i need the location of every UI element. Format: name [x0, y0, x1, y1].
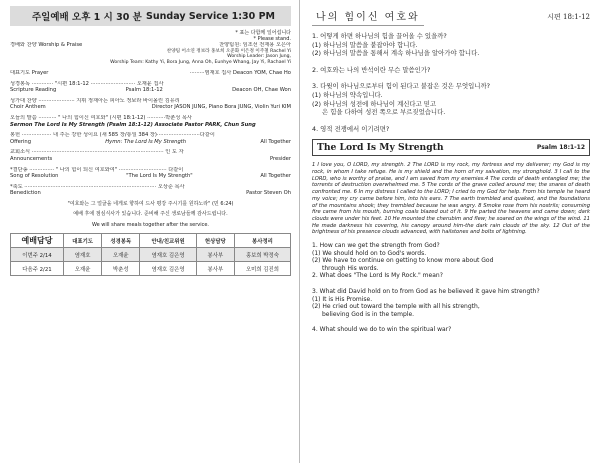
answer-en: (2) We have to continue on getting to know more about God	[312, 257, 494, 265]
duty-cell: 염재호 김은영	[140, 262, 196, 276]
offering-hymn: Hymn: The Lord Is My Strength	[105, 138, 187, 145]
service-title-en: Sunday Service 1:30 PM	[146, 10, 275, 22]
meal-note-ko: 예배 후에 점심식사가 있습니다. 준비해 주신 생로남들께 감사드립니다.	[73, 211, 228, 218]
resolution-who: All Together	[260, 173, 291, 180]
duty-header: 봉사정리	[234, 234, 290, 248]
order-worship	[10, 42, 291, 66]
worship-team-ko: 찬양팀원: 임조선 전재용 오은아	[219, 42, 291, 48]
bulletin-right-page	[300, 0, 600, 463]
question-ko: 4. 영적 전쟁에서 이기려면?	[312, 124, 390, 133]
question-ko: 2. 여호와는 나의 반석이란 무슨 말씀인가?	[312, 65, 431, 74]
sermon-title-en-box	[312, 139, 590, 156]
duty-cell: 염재호 김은영	[140, 248, 196, 262]
sermon-ko: 오늘의 말씀 ··········· " 나의 힘이신 여호와" (시편 18:1-12) ···········박춘성 목사	[10, 114, 192, 121]
answer-ko: (2) 하나님의 말씀을 통해서 계속 하나님을 알아가야 합니다.	[312, 49, 480, 58]
duty-title: 예배담당	[11, 234, 64, 248]
duty-cell: 염재호	[64, 248, 102, 262]
prayer-leader: ·········염재호 집사 Deacon YOM, Chae Ho	[189, 69, 291, 76]
duty-cell: 오재윤	[64, 262, 102, 276]
scripture-ref: Psalm 18:1-12	[125, 87, 163, 94]
choir-ko: 성가대 찬양 ······················ 지휘 정재아는 피아노 정보라 바이올린 김유리	[10, 97, 180, 104]
order-offering	[10, 132, 291, 145]
worship-team-line-2: Worship Leader: Jason Jung,	[227, 54, 291, 60]
duty-cell: 홍보희 박정숙	[234, 248, 290, 262]
sermon-title-ko: 나의 힘이신 여호와	[312, 8, 424, 26]
closing-verse: "여호와는 그 얼굴을 네게로 향하여 드사 평강 주시기를 원하노라" (민 6:24)	[67, 200, 234, 207]
scripture-text: 1 I love you, O LORD, my strength. 2 The LORD is my rock, my fortress and my deliverer; my God is my rock, in whom I take refuge. He is my shield and the horn of my salvation, my stronghold. 3 I call to the LORD, who is worthy of praise, and I am saved from my enemies.4 The cords of death entangled me; the torrents of destruction overwhelmed me. 5 The cords of the grave coiled around me; the snares of death confronted me. 6 In my distress I called to the LORD; I cried to my God for help. From his temple he heard my voice; my cry came before him, into his ears. 7 The earth trembled and quaked, and the foundations of the mountains shook; they trembled because he was angry. 8 Smoke rose from his nostrils; consuming fire came from his mouth, burning coals blazed out of it. 9 He parted the heavens and came down; dark clouds were under his feet. 10 He mounted the cherubim and flew; he soared on the wings of the wind. 11 He made darkness his covering, his canopy around him-the dark rain clouds of the sky. 12 Out of the brightness of his presence clouds advanced, with hailstones and bolts of lightning.	[312, 162, 590, 236]
prayer-label: 대표기도 Prayer	[10, 69, 49, 76]
worship-label: 경배와 찬양 Worship & Praise	[10, 42, 83, 48]
scripture-ko: 성경봉독 ············· "시편 18:1-12 ··························· 오재윤 집사	[10, 80, 164, 87]
answer-en: through His words.	[322, 264, 379, 272]
benediction-ko: *축도 ················································································ 오상준 목사	[10, 183, 185, 190]
sermon-title-en: The Lord Is My Strength	[317, 142, 444, 154]
offering-ko: 봉헌 ·················· 내 주는 강한 성이요 (새 585 장/통일 384 장)··························다같이	[10, 132, 215, 139]
announcements-who: Presider	[269, 155, 291, 162]
korean-questions	[312, 32, 590, 133]
meal-note-en: We will share meals together after the service.	[91, 221, 210, 228]
duty-cell: 봉사부	[196, 262, 234, 276]
service-header	[10, 6, 291, 26]
answer-ko: (2) 하나님의 성전에 하나님이 계신다고 믿고	[312, 99, 437, 108]
sermon-ref-en: Psalm 18:1-12	[536, 144, 585, 152]
duty-cell: 오미희 김진희	[234, 262, 290, 276]
answer-en: (1) It is His Promise.	[312, 295, 373, 303]
choir-label: Choir Anthem	[10, 104, 46, 111]
order-choir	[10, 98, 291, 111]
benediction-label: Benediction	[10, 190, 41, 197]
answer-en: (1) We should hold on to God's words.	[312, 249, 427, 257]
order-scripture	[10, 81, 291, 94]
question-en: 2. What does "The Lord Is My Rock." mean?	[312, 272, 443, 280]
english-questions	[312, 242, 590, 334]
order-announcements	[10, 149, 291, 162]
duty-header: 대표기도	[64, 234, 102, 248]
answer-ko: (1) 하나님의 말씀을 붙잡아야 합니다.	[312, 40, 418, 49]
stand-note-ko: * 표는 다함께 일어섭니다	[235, 30, 291, 36]
worship-team-line-1: 찬양팀 어소연 정보라 홍보희 오준화 이은정 이주철 Rachel Yi	[166, 48, 291, 54]
offering-label: Offering	[10, 138, 32, 145]
order-sermon	[10, 115, 291, 128]
announcements-ko: 교회소식 ················································································ 인 도 자	[10, 149, 184, 156]
choir-members: Director JASON JUNG, Piano Bora JUNG, Violin Yuri KIM	[151, 104, 291, 111]
stand-note-en: * Please stand.	[253, 36, 291, 42]
duty-cell: 봉사부	[196, 248, 234, 262]
question-en: 1. How can we get the strength from God?	[312, 242, 440, 250]
duty-row	[11, 248, 291, 262]
resolution-ko: *결단송 ··············· " 나의 힘이 되신 여호와여" ····························· 다같이	[10, 166, 184, 173]
scripture-label: Scripture Reading	[10, 87, 57, 94]
scripture-reader: Deacon OH, Chae Won	[232, 87, 291, 94]
benediction-pastor: Pastor Steven Oh	[246, 190, 291, 197]
duty-header: 안내/친교위원	[140, 234, 196, 248]
duty-cell: 이번주 2/14	[11, 248, 64, 262]
duty-header: 헌상담당	[196, 234, 234, 248]
question-en: 3. What did David hold on to from God as he believed it gave him strength?	[312, 288, 540, 296]
duty-header: 성경봉독	[102, 234, 140, 248]
sermon-ref-ko: 시편 18:1-12	[547, 13, 590, 21]
order-prayer	[10, 70, 291, 77]
order-benediction	[10, 184, 291, 197]
question-en: 4. What should we do to win the spiritual war?	[312, 326, 452, 334]
resolution-label: Song of Resolution	[10, 173, 59, 180]
worship-team-line-3: Worship Team: Kathy Yi, Bora Jung, Anna Oh, Eunhye Whang, Jay Yi, Rachael Yi	[110, 60, 291, 66]
question-ko: 1. 어떻게 하면 하나님의 힘을 끌어올 수 있을까?	[312, 32, 447, 40]
sermon-title-ko-box	[312, 8, 590, 26]
duty-cell: 다음주 2/21	[11, 262, 64, 276]
answer-ko: 은 힘을 다하여 성전 쪽으로 부르짖었습니다.	[322, 108, 446, 117]
resolution-song: "The Lord Is My Strength"	[126, 173, 193, 180]
duty-cell: 오재윤	[102, 248, 140, 262]
answer-en: believing God is in the temple.	[322, 310, 415, 318]
question-ko: 3. 다윗이 하나님으로부터 힘이 된다고 붙잡은 것은 무엇입니까?	[312, 82, 491, 91]
duty-table	[10, 233, 291, 276]
service-title-ko: 주일예배 오후 1 시 30 분	[32, 12, 142, 23]
announcements-label: Announcements	[10, 155, 53, 162]
duty-cell: 박춘성	[102, 262, 140, 276]
answer-ko: (1) 하나님의 약속입니다.	[312, 90, 383, 99]
sermon-en: Sermon The Lord Is My Strength (Psalm 18:1-12) Associate Pastor PARK, Chun Sung	[10, 121, 256, 128]
answer-en: (2) He cried out toward the temple with all his strength,	[312, 303, 480, 311]
order-resolution	[10, 167, 291, 180]
offering-who: All Together	[260, 138, 291, 145]
duty-row	[11, 262, 291, 276]
